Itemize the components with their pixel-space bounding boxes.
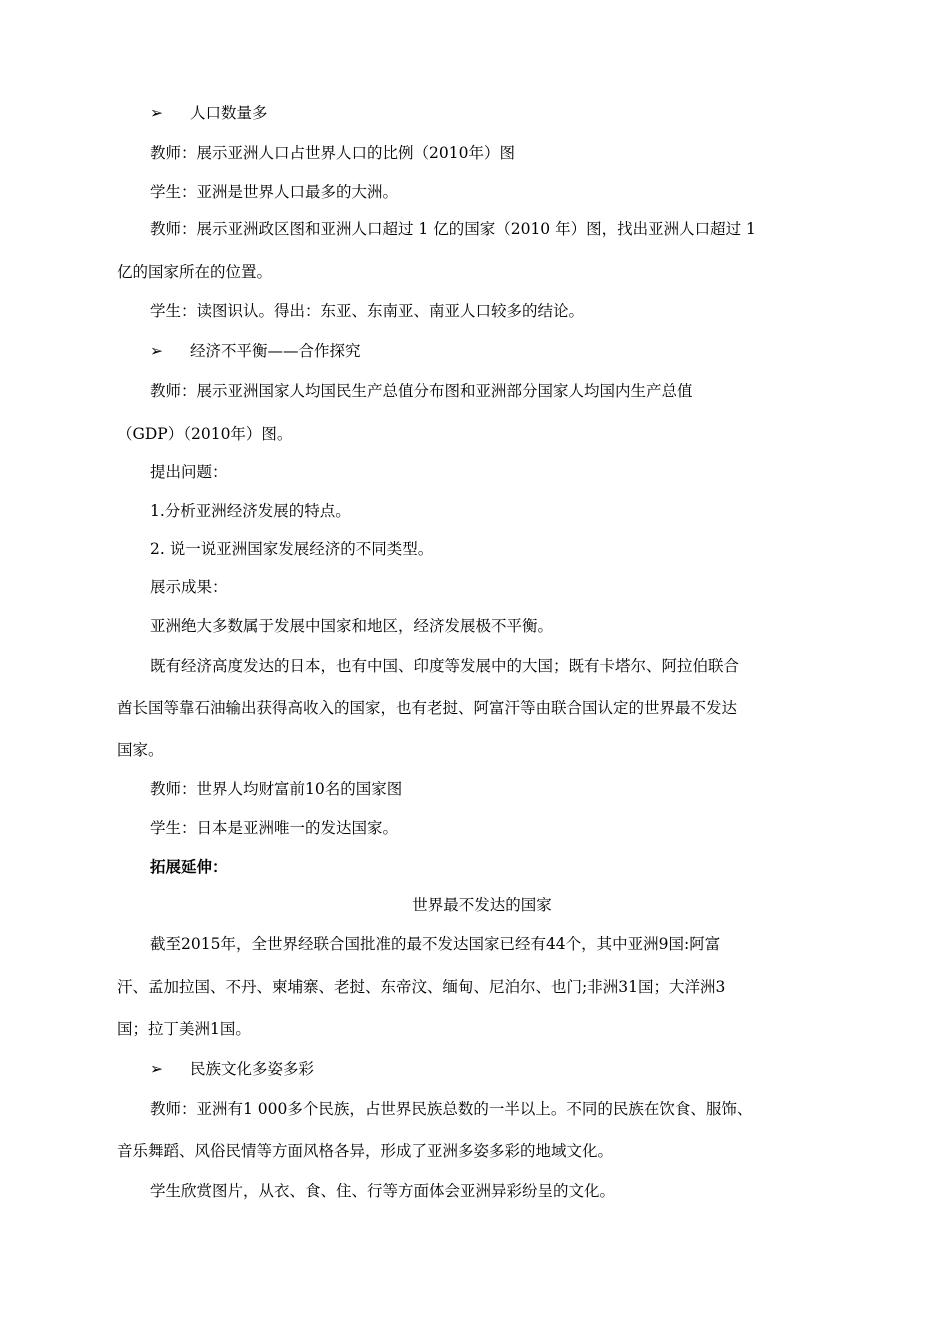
paragraph-line: 1.分析亚洲经济发展的特点。: [150, 502, 351, 520]
paragraph-line: 2. 说一说亚洲国家发展经济的不同类型。: [150, 540, 434, 558]
paragraph-line: 教师：展示亚洲人口占世界人口的比例（2010年）图: [150, 144, 515, 162]
paragraph-line: 展示成果：: [150, 578, 228, 596]
arrow-bullet-icon: ➢: [150, 1060, 163, 1078]
paragraph-line: 汗、孟加拉国、不丹、柬埔寨、老挝、东帝汶、缅甸、尼泊尔、也门;非洲31国；大洋洲3: [117, 978, 726, 996]
paragraph-line: 国家。: [117, 741, 164, 759]
paragraph-line: 教师：世界人均财富前10名的国家图: [150, 780, 403, 798]
paragraph-line: 学生：亚洲是世界人口最多的大洲。: [150, 183, 399, 201]
paragraph-line: 音乐舞蹈、风俗民情等方面风格各异，形成了亚洲多姿多彩的地域文化。: [117, 1142, 614, 1160]
paragraph-line: 学生：读图识认。得出：东亚、东南亚、南亚人口较多的结论。: [150, 302, 585, 320]
bullet-heading-population: [150, 103, 850, 123]
paragraph-line: 亿的国家所在的位置。: [117, 263, 273, 281]
paragraph-line: 提出问题：: [150, 463, 228, 481]
paragraph-line: 截至2015年，全世界经联合国批准的最不发达国家已经有44个，其中亚洲9国:阿富: [150, 935, 721, 953]
paragraph-line: 教师：展示亚洲国家人均国民生产总值分布图和亚洲部分国家人均国内生产总值: [150, 382, 693, 400]
paragraph-line: 酋长国等靠石油输出获得高收入的国家，也有老挝、阿富汗等由联合国认定的世界最不发达: [117, 699, 738, 717]
paragraph-line: （GDP）（2010年）图。: [117, 425, 293, 443]
paragraph-line: 教师：展示亚洲政区图和亚洲人口超过 1 亿的国家（2010 年）图，找出亚洲人口超过 1: [150, 220, 756, 238]
paragraph-line: 国；拉丁美洲1国。: [117, 1020, 251, 1038]
bullet-heading-culture: [150, 1059, 850, 1079]
paragraph-line: 学生欣赏图片，从衣、食、住、行等方面体会亚洲异彩纷呈的文化。: [150, 1182, 616, 1200]
arrow-bullet-icon: ➢: [150, 104, 163, 122]
section-heading-extension: 拓展延伸：: [150, 857, 228, 876]
heading-text: 人口数量多: [190, 104, 268, 122]
heading-text: 民族文化多姿多彩: [190, 1060, 315, 1078]
paragraph-line: 既有经济高度发达的日本，也有中国、印度等发展中的大国；既有卡塔尔、阿拉伯联合: [150, 657, 740, 675]
arrow-bullet-icon: ➢: [150, 342, 163, 360]
heading-text: 经济不平衡——合作探究: [190, 342, 361, 360]
subsection-title: 世界最不发达的国家: [412, 896, 552, 914]
bullet-heading-economy: [150, 341, 850, 361]
paragraph-line: 亚洲绝大多数属于发展中国家和地区，经济发展极不平衡。: [150, 617, 554, 635]
paragraph-line: 学生：日本是亚洲唯一的发达国家。: [150, 819, 399, 837]
paragraph-line: 教师：亚洲有1 000多个民族，占世界民族总数的一半以上。不同的民族在饮食、服饰、: [150, 1100, 753, 1118]
